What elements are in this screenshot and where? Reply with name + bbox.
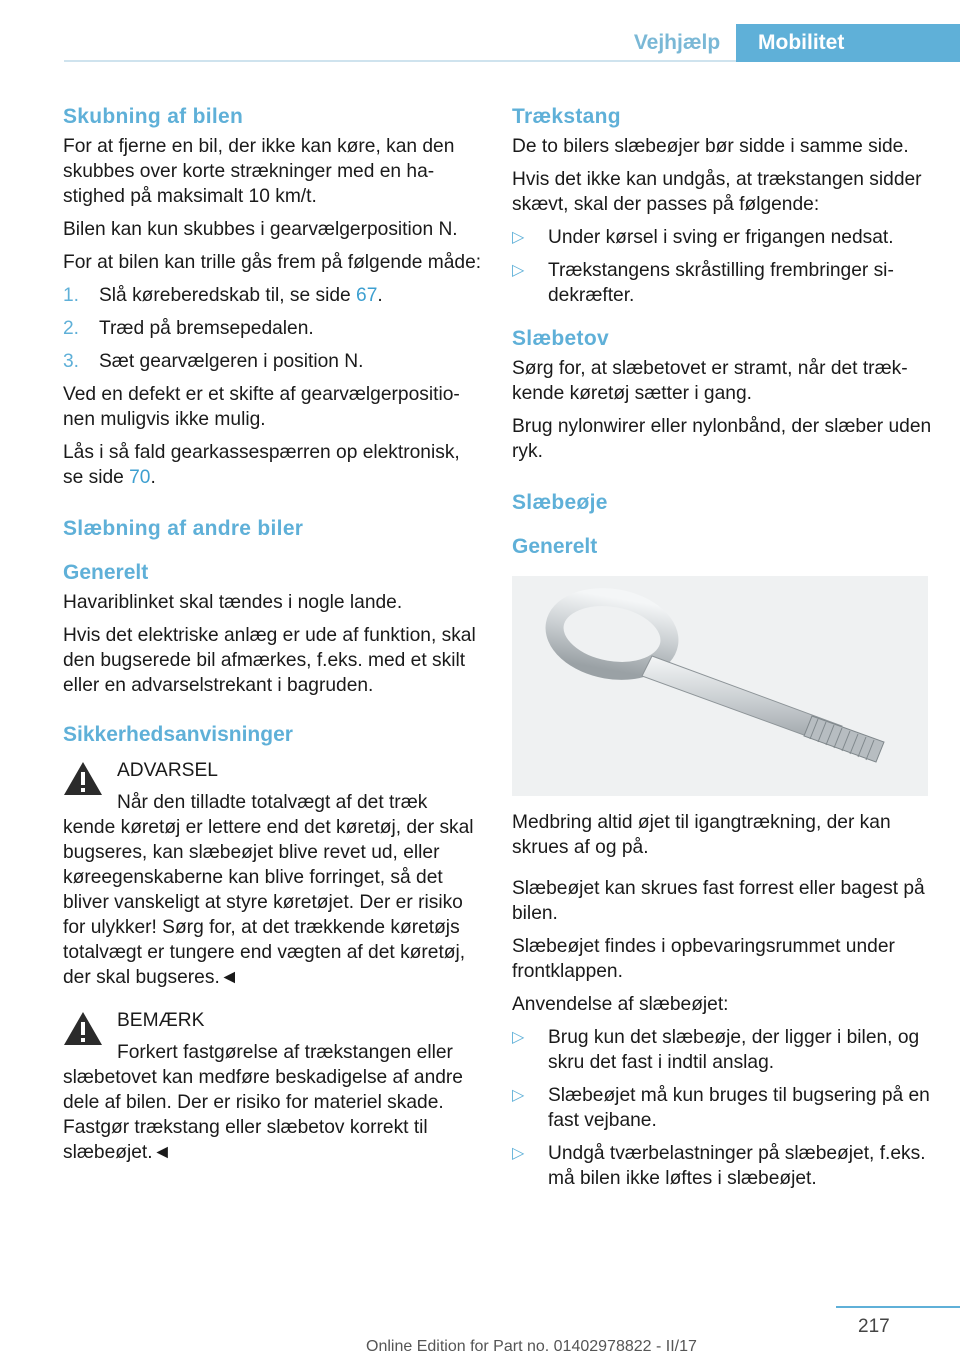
bullet-text: Under kørsel i sving er frigangen nedsat. bbox=[548, 227, 894, 248]
para: Sørg for, at slæbetovet er stramt, når det trækkende køretøj sætter i gang. bbox=[512, 358, 908, 404]
step-number: 1. bbox=[63, 285, 80, 306]
para-text: Lås i så fald gearkassespærren op elektronisk, se side bbox=[63, 442, 460, 488]
heading-tow-rope: Slæbetov bbox=[512, 327, 609, 350]
step-text: Træd på bremsepedalen. bbox=[99, 318, 314, 339]
list-item bbox=[512, 258, 932, 308]
step-end: . bbox=[377, 285, 383, 306]
left-column bbox=[63, 100, 483, 1179]
subheading-safety: Sikkerhedsanvisninger bbox=[63, 723, 293, 746]
heading-towing: Slæbning af andre biler bbox=[63, 517, 304, 540]
step-text: Sæt gearvælgeren i position N. bbox=[99, 351, 364, 372]
para: Hvis det ikke kan undgås, at trækstangen sidder skævt, skal der passes på følgende: bbox=[512, 169, 922, 215]
list-item bbox=[512, 1025, 932, 1075]
warning-triangle-icon bbox=[63, 1010, 103, 1046]
list-item bbox=[512, 1083, 932, 1133]
bullet-list bbox=[512, 225, 932, 308]
list-item bbox=[512, 1141, 932, 1191]
step-number: 3. bbox=[63, 351, 80, 372]
bullet-text: Undgå tværbelastninger på slæbeøjet, f.eks. må bilen ikke løftes i slæbeøjet. bbox=[548, 1143, 926, 1189]
heading-tow-bar: Trækstang bbox=[512, 105, 621, 128]
para: For at fjerne en bil, der ikke kan køre, kan den skubbes over korte strækninger med en hastighed på maksimalt 10 km/t. bbox=[63, 136, 455, 207]
para: Medbring altid øjet til igangtrækning, der kan skrues af og på. bbox=[512, 812, 891, 858]
tow-eye-illustration bbox=[512, 576, 928, 796]
bullet-text: Trækstangens skråstilling frembringer sidekræfter. bbox=[548, 260, 894, 306]
list-item bbox=[63, 316, 483, 341]
para: For at bilen kan trille gås frem på følgende måde: bbox=[63, 252, 482, 273]
bullet-triangle-icon: ▷ bbox=[512, 1087, 525, 1104]
header-section-tab[interactable]: Vejhjælp bbox=[633, 31, 721, 54]
subheading-general: Generelt bbox=[512, 535, 598, 558]
step-number: 2. bbox=[63, 318, 80, 339]
para: Brug nylonwirer eller nylonbånd, der slæber uden ryk. bbox=[512, 416, 932, 462]
steps-list bbox=[63, 283, 483, 374]
bullet-triangle-icon: ▷ bbox=[512, 229, 525, 246]
right-column bbox=[512, 100, 932, 1199]
page-link[interactable]: 67 bbox=[356, 285, 378, 306]
para-end: . bbox=[150, 467, 156, 488]
bullet-triangle-icon: ▷ bbox=[512, 1145, 525, 1162]
bullet-triangle-icon: ▷ bbox=[512, 262, 525, 279]
list-item bbox=[63, 349, 483, 374]
para: Ved en defekt er et skifte af gearvælgerpositionen muligvis ikke mulig. bbox=[63, 384, 460, 430]
page-link[interactable]: 70 bbox=[129, 467, 151, 488]
bullet-list bbox=[512, 1025, 932, 1191]
para bbox=[63, 440, 483, 490]
warning-title: ADVARSEL bbox=[117, 760, 218, 781]
para: Slæbeøjet kan skrues fast forrest eller bagest på bilen. bbox=[512, 878, 925, 924]
heading-tow-eye: Slæbeøje bbox=[512, 491, 608, 514]
bullet-triangle-icon: ▷ bbox=[512, 1029, 525, 1046]
para: Anvendelse af slæbeøjet: bbox=[512, 994, 729, 1015]
bullet-text: Slæbeøjet må kun bruges til bugsering på en fast vejbane. bbox=[548, 1085, 930, 1131]
notice-block bbox=[63, 1008, 483, 1165]
para: Hvis det elektriske anlæg er ude af funktion, skal den bugserede bil afmærkes, f.eks. med et skilt eller en advarselstrekant i bagruden. bbox=[63, 625, 476, 696]
subheading-general: Generelt bbox=[63, 561, 149, 584]
warning-text: Når den tilladte totalvægt af det træk bbox=[117, 792, 428, 813]
warning-triangle-icon bbox=[63, 760, 103, 796]
para: Slæbeøjet findes i opbevaringsrummet under frontklappen. bbox=[512, 936, 895, 982]
list-item bbox=[63, 283, 483, 308]
bullet-text: Brug kun det slæbeøje, der ligger i bilen, og skru det fast i indtil anslag. bbox=[548, 1027, 920, 1073]
page-number: 217 bbox=[858, 1316, 890, 1337]
notice-text: Forkert fastgørelse af trækstangen eller bbox=[117, 1042, 453, 1063]
edition-note: Online Edition for Part no. 01402978822 - II/17 bbox=[366, 1338, 697, 1355]
step-text: Slå køreberedskab til, se side bbox=[99, 285, 357, 306]
para: Bilen kan kun skubbes i gearvælgerposition N. bbox=[63, 219, 458, 240]
notice-text: slæbetovet kan medføre beskadigelse af andre dele af bilen. Der er risiko for materiel skade. Fastgør trækstang eller slæbetov korrekt til slæbeøjet.◄ bbox=[63, 1067, 463, 1163]
warning-block bbox=[63, 758, 483, 990]
heading-pushing: Skubning af bilen bbox=[63, 105, 244, 128]
para: De to bilers slæbeøjer bør sidde i samme side. bbox=[512, 136, 909, 157]
warning-text: kende køretøj er lettere end det køretøj, der skal bugseres, kan slæbeøjet blive revet ud, eller køreegenskaberne kan blive forringet, så det bliver vanskeligt at styre køretøjet. Der er risiko for ulykker! Sørg for, at det trækkende køretøjs totalvægt er tungere end vægten af det køretøj, der skal bugseres.◄ bbox=[63, 817, 474, 988]
para: Havariblinket skal tændes i nogle lande. bbox=[63, 592, 403, 613]
notice-title: BEMÆRK bbox=[117, 1010, 205, 1031]
list-item bbox=[512, 225, 932, 250]
header-chapter-tab[interactable]: Mobilitet bbox=[736, 24, 960, 62]
footer-rule bbox=[836, 1306, 960, 1308]
tow-eye-image bbox=[512, 576, 928, 796]
